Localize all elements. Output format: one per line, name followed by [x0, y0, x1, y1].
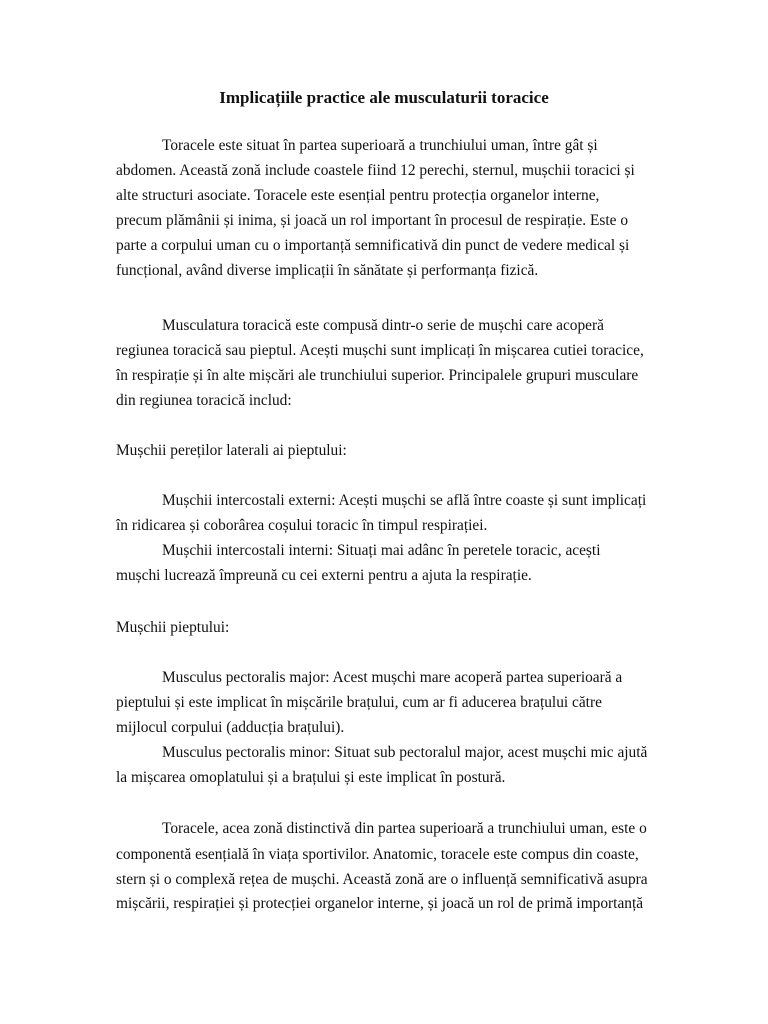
paragraph-line: Toracele este situat în partea superioară a trunchiului uman, între gât și: [162, 137, 598, 154]
paragraph-line: precum plămânii și inima, și joacă un rol important în procesul de respirație. Este o: [116, 212, 629, 229]
paragraph-line: stern și o complexă rețea de mușchi. Această zonă are o influență semnificativă asupra: [116, 871, 648, 888]
paragraph-line: în respirație și în alte mișcări ale trunchiului superior. Principalele grupuri musculare: [116, 367, 639, 384]
paragraph-line: mișcării, respirației și protecției organelor interne, și joacă un rol de primă importanță: [116, 895, 644, 912]
paragraph-line: Musculus pectoralis major: Acest mușchi mare acoperă partea superioară a: [162, 669, 623, 686]
paragraph-line: Musculus pectoralis minor: Situat sub pectoralul major, acest mușchi mic ajută: [162, 744, 648, 761]
paragraph-line: mijlocul corpului (adducția brațului).: [116, 719, 345, 736]
document-title: Implicațiile practice ale musculaturii toracice: [219, 88, 549, 107]
paragraph-line: alte structuri asociate. Toracele este esențial pentru protecția organelor interne,: [116, 187, 600, 204]
paragraph-line: pieptului și este implicat în mișcările brațului, cum ar fi aducerea brațului către: [116, 694, 602, 711]
paragraph-line: la mișcarea omoplatului și a brațului și este implicat în postură.: [116, 769, 506, 786]
paragraph-line: parte a corpului uman cu o importanță semnificativă din punct de vedere medical și: [116, 237, 630, 254]
section-heading: Mușchii pereților laterali ai pieptului:: [116, 442, 347, 459]
paragraph-line: mușchi lucrează împreună cu cei externi pentru a ajuta la respirație.: [116, 567, 532, 584]
paragraph-line: în ridicarea și coborârea coșului toracic în timpul respirației.: [116, 517, 488, 534]
paragraph-line: din regiunea toracică includ:: [116, 392, 292, 409]
paragraph-line: Mușchii intercostali externi: Acești mușchi se află între coaste și sunt implicați: [162, 492, 647, 509]
paragraph-line: abdomen. Această zonă include coastele fiind 12 perechi, sternul, mușchii toracici și: [116, 162, 635, 179]
paragraph-line: regiunea toracică sau pieptul. Acești mușchi sunt implicați în mișcarea cutiei toracice,: [116, 342, 644, 359]
paragraph-line: Musculatura toracică este compusă dintr-o serie de mușchi care acoperă: [162, 317, 604, 334]
paragraph-line: Mușchii intercostali interni: Situați mai adânc în peretele toracic, acești: [162, 542, 601, 559]
paragraph-line: Toracele, acea zonă distinctivă din partea superioară a trunchiului uman, este o: [162, 820, 647, 837]
paragraph-line: funcțional, având diverse implicații în sănătate și performanța fizică.: [116, 262, 539, 279]
section-heading: Mușchii pieptului:: [116, 619, 230, 636]
paragraph-line: componentă esențială în viața sportivilor. Anatomic, toracele este compus din coaste,: [116, 846, 639, 863]
